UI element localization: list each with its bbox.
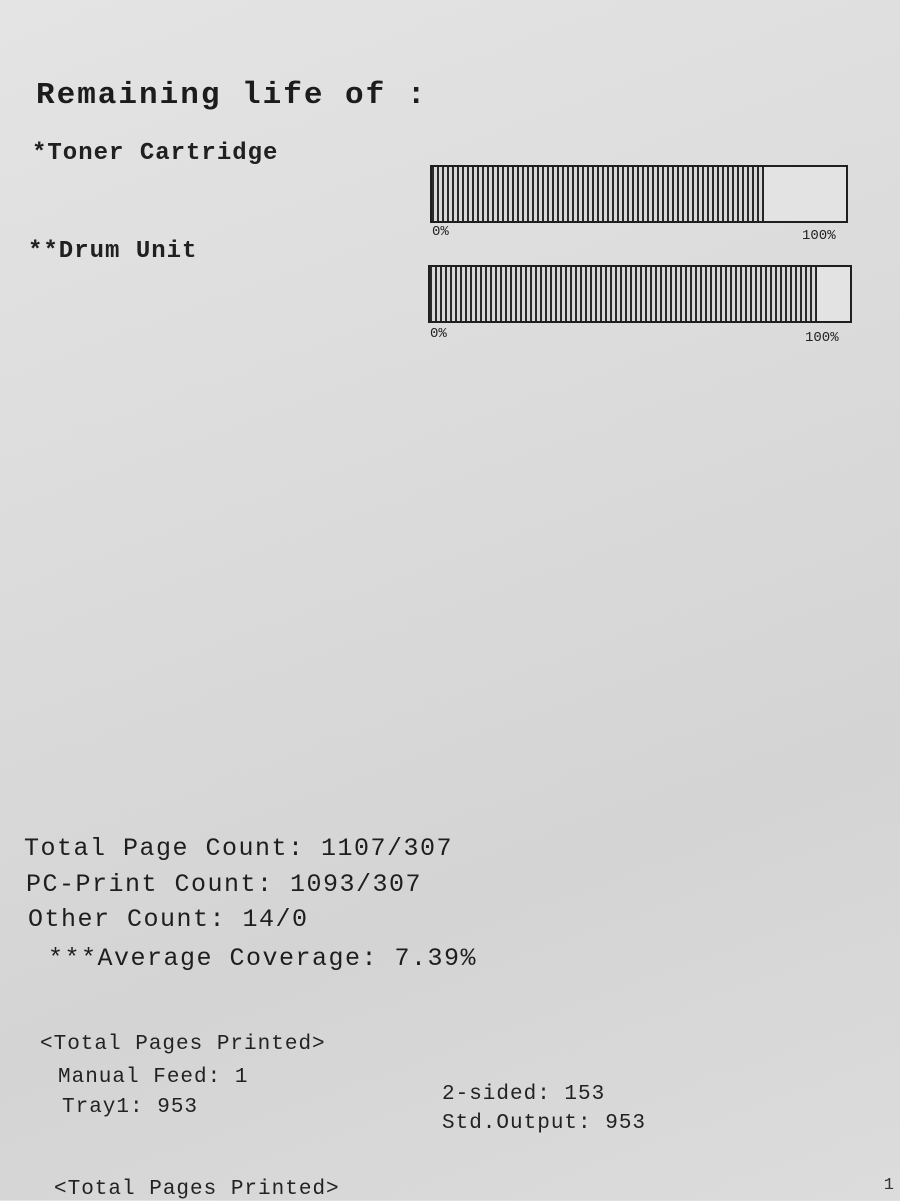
- manual-feed-count: Manual Feed: 1: [58, 1066, 249, 1089]
- next-section-heading: <Total Pages Printed>: [54, 1178, 340, 1201]
- toner-life-gauge-fill: [432, 167, 764, 221]
- two-sided-count: 2-sided: 153: [442, 1083, 606, 1106]
- drum-life-gauge: [428, 265, 852, 323]
- other-count: Other Count: 14/0: [28, 905, 309, 934]
- drum-life-gauge-fill: [430, 267, 817, 321]
- toner-scale-min: 0%: [432, 224, 449, 240]
- drum-scale-min: 0%: [430, 326, 447, 342]
- std-output-count: Std.Output: 953: [442, 1112, 647, 1135]
- pc-print-count: PC-Print Count: 1093/307: [26, 870, 423, 899]
- drum-scale-max: 100%: [805, 330, 839, 346]
- toner-life-gauge: [430, 165, 848, 223]
- tray1-count: Tray1: 953: [62, 1096, 199, 1119]
- total-pages-printed-heading: <Total Pages Printed>: [40, 1033, 326, 1056]
- total-page-count: Total Page Count: 1107/307: [24, 834, 454, 863]
- drum-unit-label: **Drum Unit: [28, 238, 198, 265]
- toner-cartridge-label: *Toner Cartridge: [32, 140, 279, 167]
- average-coverage: ***Average Coverage: 7.39%: [48, 944, 478, 973]
- toner-scale-max: 100%: [802, 228, 836, 244]
- page-number: 1: [883, 1176, 894, 1195]
- page-title: Remaining life of :: [36, 78, 428, 113]
